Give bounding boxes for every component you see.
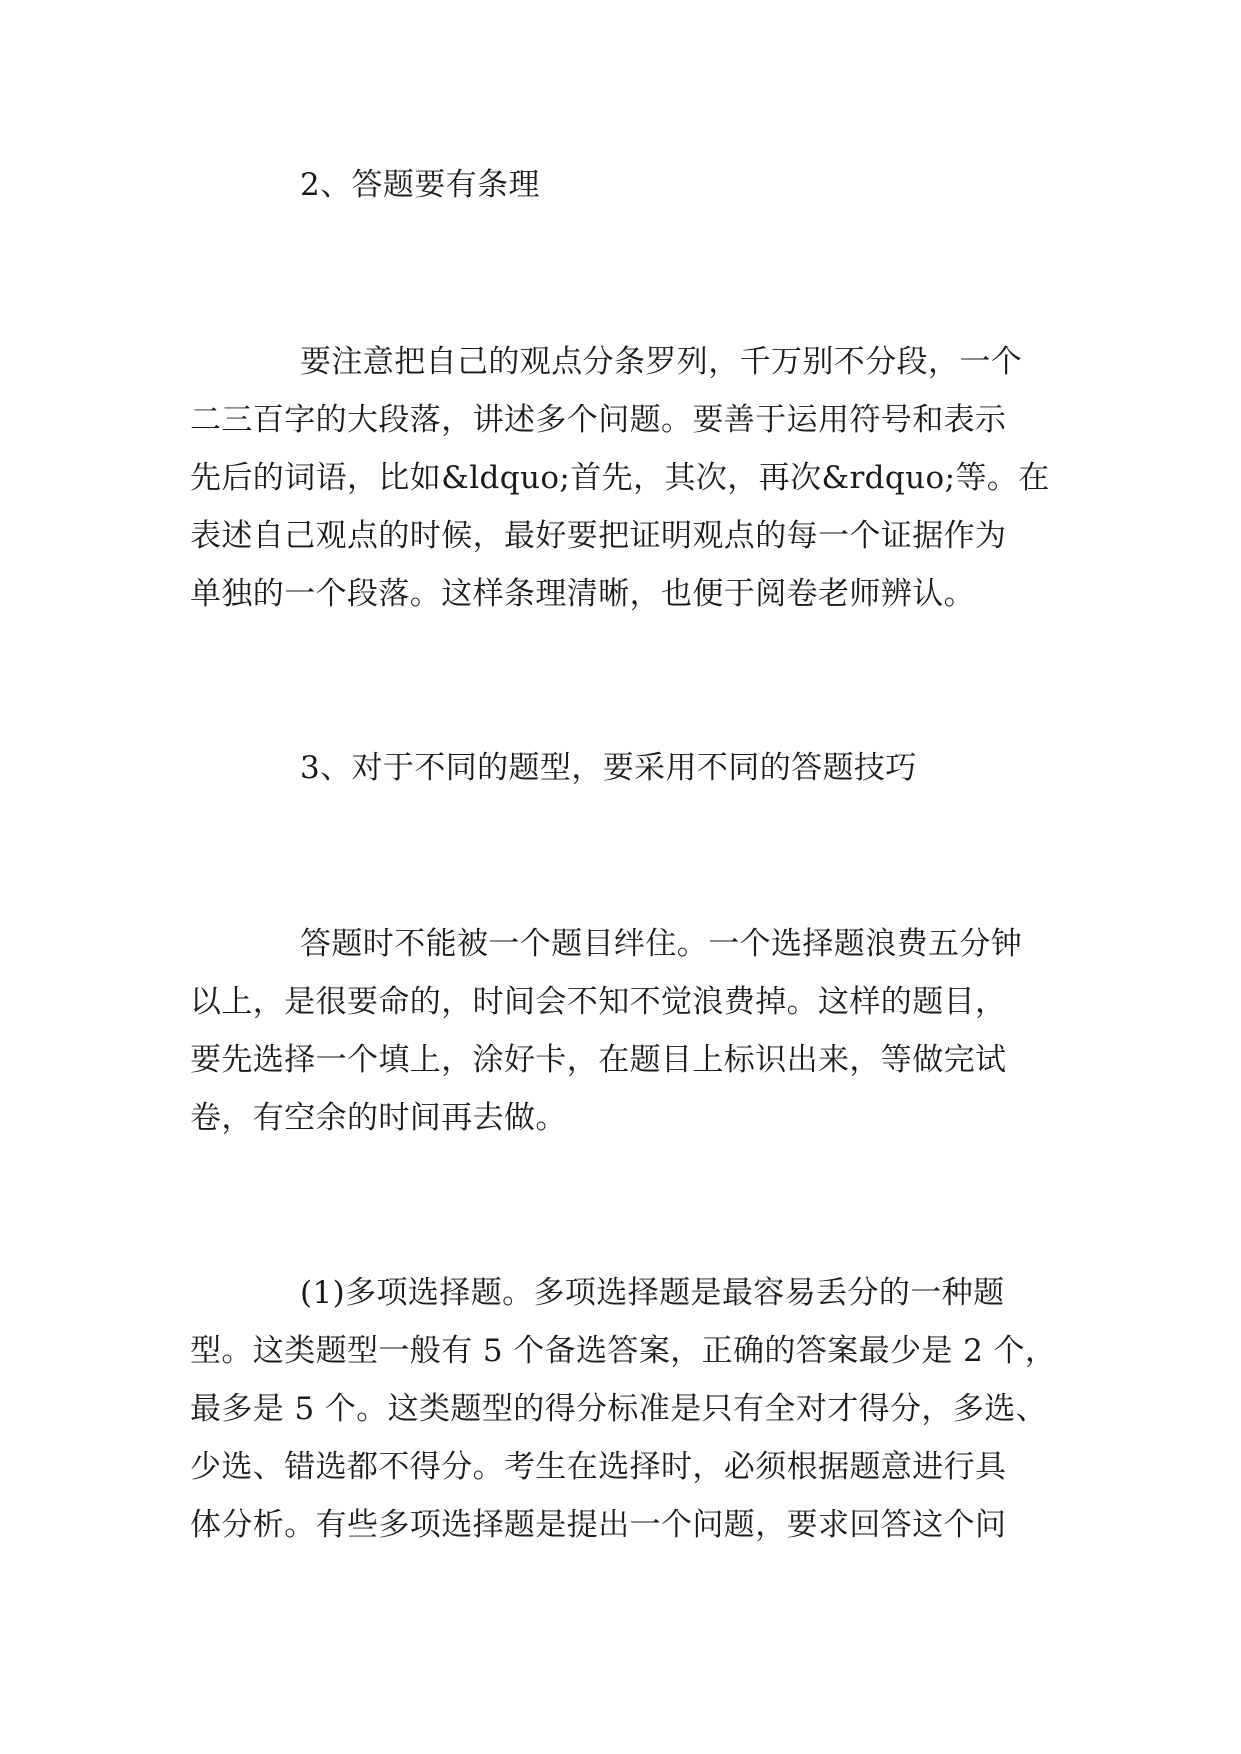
paragraph-line: (1)多项选择题。多项选择题是最容易丢分的一种题 (300, 1275, 1005, 1311)
paragraph-line: 要先选择一个填上，涂好卡，在题目上标识出来，等做完试 (190, 1042, 1007, 1078)
paragraph-line: 卷，有空余的时间再去做。 (190, 1100, 567, 1136)
paragraph-line: 最多是 5 个。这类题型的得分标准是只有全对才得分，多选、 (190, 1391, 1048, 1427)
paragraph-line: 单独的一个段落。这样条理清晰，也便于阅卷老师辨认。 (190, 576, 975, 612)
paragraph-line: 表述自己观点的时候，最好要把证明观点的每一个证据作为 (190, 518, 1007, 554)
paragraph-line: 二三百字的大段落，讲述多个问题。要善于运用符号和表示 (190, 402, 1007, 438)
paragraph-line: 少选、错选都不得分。考生在选择时，必须根据题意进行具 (190, 1449, 1007, 1485)
paragraph-line: 先后的词语，比如&ldquo;首先，其次，再次&rdquo;等。在 (190, 460, 1050, 496)
section-heading-2: 2、答题要有条理 (300, 167, 540, 203)
paragraph-line: 体分析。有些多项选择题是提出一个问题，要求回答这个问 (190, 1507, 1007, 1543)
section-heading-3: 3、对于不同的题型，要采用不同的答题技巧 (300, 750, 917, 786)
paragraph-line: 型。这类题型一般有 5 个备选答案，正确的答案最少是 2 个， (190, 1333, 1057, 1369)
paragraph-line: 以上，是很要命的，时间会不知不觉浪费掉。这样的题目， (190, 984, 1007, 1020)
paragraph-line: 要注意把自己的观点分条罗列，千万别不分段，一个 (300, 344, 1023, 380)
paragraph-line: 答题时不能被一个题目绊住。一个选择题浪费五分钟 (300, 926, 1023, 962)
